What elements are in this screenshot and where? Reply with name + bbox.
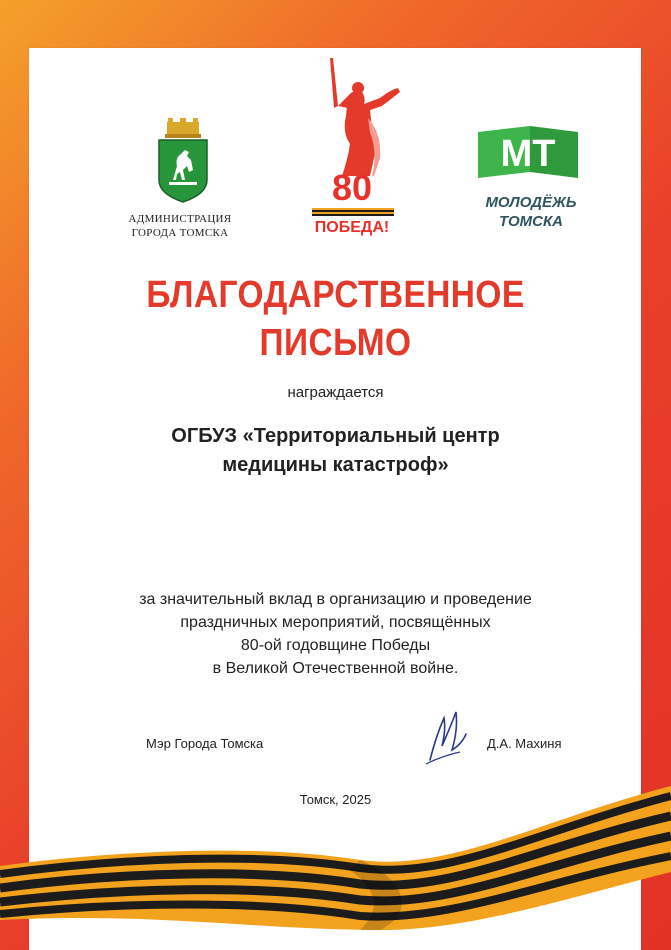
- tomsk-coat-of-arms-icon: [155, 118, 211, 204]
- molodezh-tomska-logo-icon: [478, 126, 578, 178]
- mt-line1: МОЛОДЁЖЬ: [485, 194, 577, 211]
- reason-line4: в Великой Отечественной войне.: [212, 660, 459, 677]
- recipient-line1: ОГБУЗ «Территориальный центр: [171, 425, 500, 447]
- signature-name: Д.А. Махиня: [487, 736, 562, 751]
- signature-position: Мэр Города Томска: [146, 736, 264, 751]
- place-date: Томск, 2025: [299, 792, 372, 807]
- admin-caption: [120, 212, 240, 240]
- recipient: [0, 422, 671, 480]
- pobeda-word: ПОБЕДА!: [314, 219, 390, 236]
- mt-caption: [466, 193, 596, 231]
- motherland-monument-icon: [308, 58, 404, 176]
- pobeda-ribbon-stripe: [312, 208, 394, 217]
- reason-line2: праздничных мероприятий, посвящённых: [180, 614, 491, 631]
- mt-line2: ТОМСКА: [498, 213, 563, 230]
- reason-text: [0, 588, 671, 680]
- st-george-ribbon-icon: [0, 780, 671, 950]
- reason-line1: за значительный вклад в организацию и проведение: [139, 591, 532, 608]
- admin-line2: ГОРОДА ТОМСКА: [131, 227, 229, 239]
- pobeda-number: 80: [331, 167, 373, 208]
- mt-logo-text: МТ: [500, 133, 556, 175]
- admin-line1: АДМИНИСТРАЦИЯ: [128, 213, 232, 225]
- awarded-label: награждается: [287, 384, 384, 401]
- title-line1: БЛАГОДАРСТВЕННОЕ: [146, 274, 525, 316]
- recipient-line2: медицины катастроф»: [222, 454, 449, 476]
- title-line2: ПИСЬМО: [259, 322, 412, 364]
- handwritten-signature-icon: [422, 706, 470, 770]
- reason-line3: 80-ой годовщине Победы: [240, 637, 431, 654]
